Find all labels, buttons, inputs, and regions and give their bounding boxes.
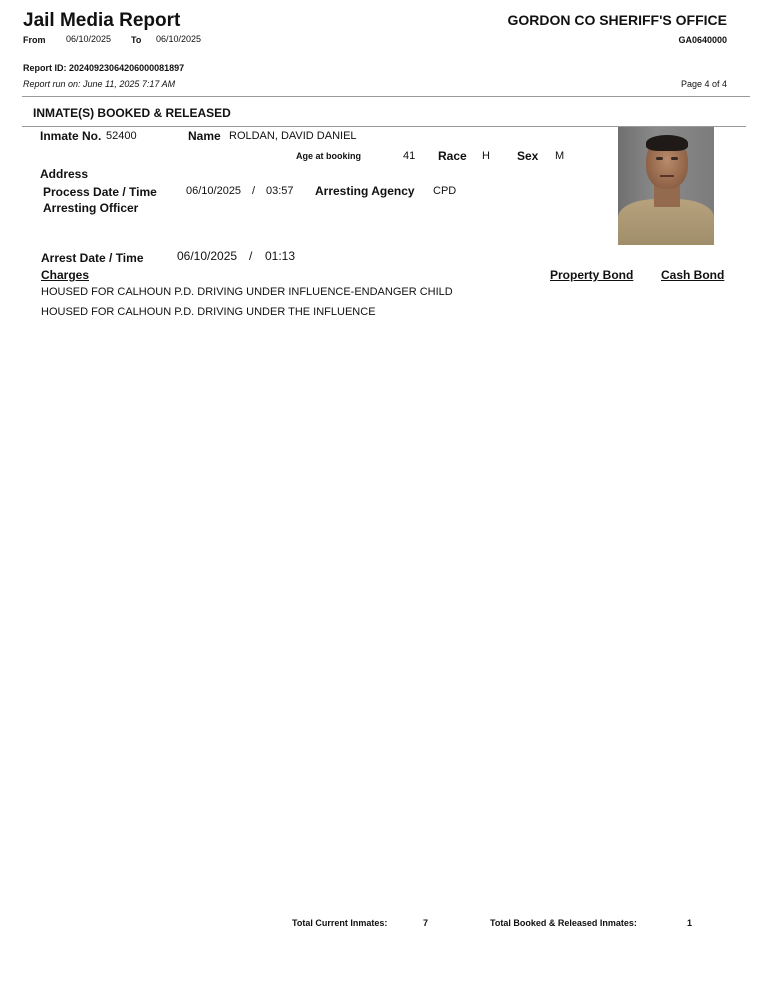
process-time: 03:57 [266, 185, 294, 197]
age-label: Age at booking [296, 151, 361, 161]
to-date: 06/10/2025 [156, 34, 202, 44]
total-booked-label: Total Booked & Released Inmates: [490, 918, 637, 928]
charge-row-1: HOUSED FOR CALHOUN P.D. DRIVING UNDER INFLUENCE-ENDANGER CHILD [41, 286, 453, 298]
arrest-date: 06/10/2025 [177, 249, 238, 263]
inmate-name: ROLDAN, DAVID DANIEL [229, 130, 357, 142]
page-number: Page 4 of 4 [680, 79, 727, 89]
booking-photo [618, 127, 714, 245]
property-bond-label: Property Bond [550, 268, 634, 282]
sex-label: Sex [517, 149, 539, 163]
charge-row-2: HOUSED FOR CALHOUN P.D. DRIVING UNDER THE INFLUENCE [41, 306, 376, 318]
race-value: H [482, 150, 490, 162]
agency-code: GA0640000 [678, 35, 727, 45]
total-current-value: 7 [423, 918, 429, 928]
arresting-officer-label: Arresting Officer [43, 201, 139, 215]
from-label: From [23, 35, 46, 45]
sex-value: M [555, 150, 565, 162]
from-date: 06/10/2025 [66, 34, 112, 44]
name-label: Name [188, 129, 221, 143]
race-label: Race [438, 149, 467, 163]
process-label: Process Date / Time [43, 185, 157, 199]
charges-label: Charges [41, 268, 90, 282]
report-id [23, 63, 184, 73]
address-label: Address [40, 167, 89, 181]
inmate-number-label: Inmate No. [40, 129, 102, 143]
to-label: To [131, 35, 142, 45]
arresting-agency-label: Arresting Agency [315, 184, 415, 198]
report-id-label: Report ID: [23, 63, 67, 73]
cash-bond-label: Cash Bond [661, 268, 725, 282]
report-title: Jail Media Report [23, 10, 181, 31]
total-current-label: Total Current Inmates: [292, 918, 388, 928]
process-date: 06/10/2025 [186, 185, 242, 197]
total-booked-value: 1 [687, 918, 693, 928]
header-divider [22, 96, 750, 97]
process-separator: / [252, 185, 256, 197]
arrest-label: Arrest Date / Time [41, 251, 144, 265]
section-title: INMATE(S) BOOKED & RELEASED [33, 106, 231, 120]
arrest-time: 01:13 [265, 249, 296, 263]
age-value: 41 [403, 150, 416, 162]
inmate-number: 52400 [106, 130, 137, 142]
arrest-separator: / [249, 249, 253, 263]
report-run-on: Report run on: June 11, 2025 7:17 AM [23, 79, 176, 89]
agency-name: GORDON CO SHERIFF'S OFFICE [507, 12, 727, 28]
report-id-value: 20240923064206000081897 [69, 63, 185, 73]
arresting-agency: CPD [433, 185, 457, 197]
